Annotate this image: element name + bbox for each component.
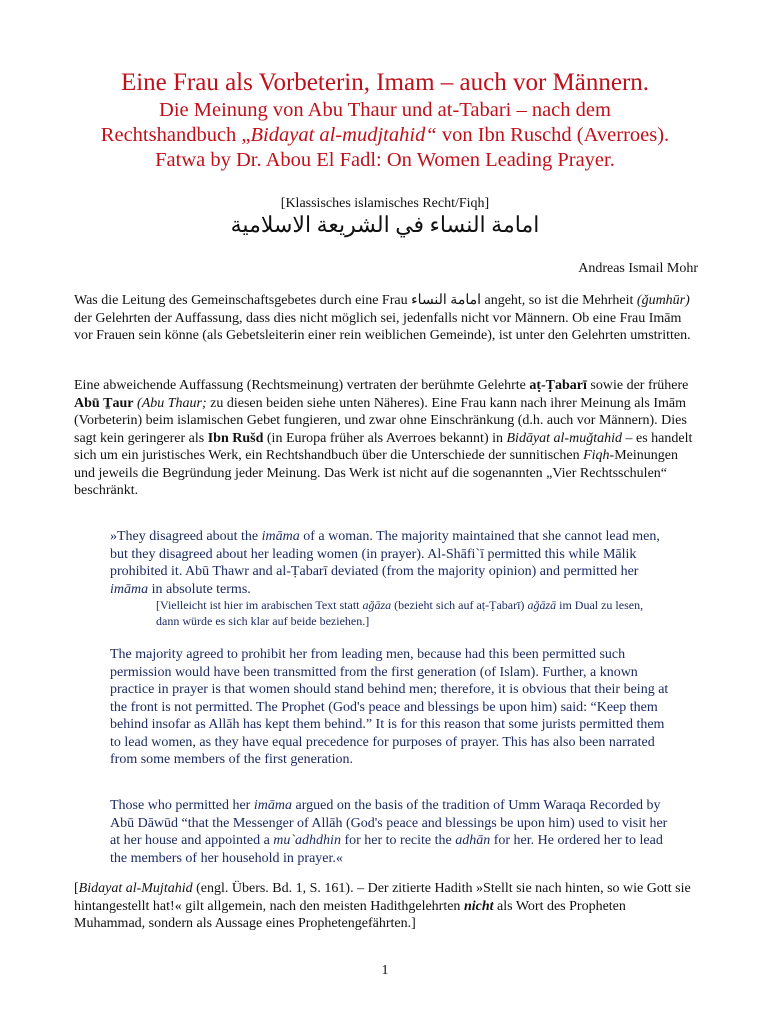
paragraph-1: Was die Leitung des Gemeinschaftsgebetes durch eine Frau امامة النساء angeht, so ist die Mehrheit (ǧumhūr) der Gelehrten der Auffassung, dass dies nicht möglich sei, jedenfalls nicht vor Männern. Ob eine Frau Imām vor Frauen sein könne (als Gebetsleiterin einer rein weiblichen Gemeinde), ist unter den Gelehrten umstritten. <box>74 293 691 343</box>
source-footnote: [Bidayat al-Mujtahid (engl. Übers. Bd. 1, S. 161). – Der zitierte Hadith »Stellt sie nach hinten, so wie Gott sie hintangestellt hat!« gilt allgemein, nach den meisten Hadithgelehrten nicht als Wort des Propheten Muhammad, sondern als Aussage eines Prophetengefährten.] <box>74 881 691 931</box>
arabic-title: امامة النساء في الشريعة الاسلامية <box>230 212 540 237</box>
arabic-term: امامة النساء <box>411 293 481 308</box>
title-line-4: Fatwa by Dr. Abou El Fadl: On Women Leading Prayer. <box>155 149 615 171</box>
translator-note: [Vielleicht ist hier im arabischen Text statt ağāza (bezieht sich auf aṭ-Ṭabarī) ağāzā im Dual zu lesen, dann würde es sich klar auf beide beziehen.] <box>156 598 644 628</box>
quote-paragraph-2: The majority agreed to prohibit her from leading men, because had this been permitted such permission would have been transmitted from the first generation (of Islam). Further, a known practice in prayer is that women should stand behind men; therefore, it is obvious that their being at the front is not permitted. The Prophet (God's peace and blessings be upon him) said: “Keep them behind insofar as Allāh has kept them behind.” It is for this reason that some jurists permitted them to lead women, as they have equal precedence for purposes of prayer. This has also been narrated from some members of the first generation. <box>110 647 669 767</box>
title-line-1: Eine Frau als Vorbeterin, Imam – auch vor Männern. <box>120 69 650 96</box>
subtitle: [Klassisches islamisches Recht/Fiqh] <box>280 196 490 211</box>
author: Andreas Ismail Mohr <box>578 261 698 276</box>
quote-paragraph-1: »They disagreed about the imāma of a woman. The majority maintained that she cannot lead men, but they disagreed about her leading women (in prayer). Al-Shāfi`ī permitted this while Mālik prohibited it. Abū Thawr and al-Ṭabarī deviated (from the majority opinion) and permitted her imāma in absolute terms. <box>110 529 660 597</box>
page-number: 1 <box>381 963 389 978</box>
title-line-3: Rechtshandbuch „Bidayat al-mudjtahid“ von Ibn Ruschd (Averroes). <box>100 124 670 146</box>
paragraph-2: Eine abweichende Auffassung (Rechtsmeinung) vertraten der berühmte Gelehrte aṭ-Ṭabarī sowie der frühere Abū Ṯaur (Abu Thaur; zu diesen beiden siehe unten Näheres). Eine Frau kann nach ihrer Meinung als Imām (Vorbeterin) beim islamischen Gebet fungieren, und zwar ohne Einschränkung (d.h. auch vor Männern). Dies sagt kein geringerer als Ibn Rušd (in Europa früher als Averroes bekannt) in Bidāyat al-muǧtahid – es handelt sich um ein juristisches Werk, ein Rechtshandbuch über die Unterschiede der sunnitischen Fiqh-Meinungen und jeweils die Begründung jeder Meinung. Das Werk ist nicht auf die sogenannten „Vier Rechtsschulen“ beschränkt. <box>74 378 693 498</box>
document-title <box>40 68 730 173</box>
title-line-2: Die Meinung von Abu Thaur und at-Tabari – nach dem <box>159 99 611 121</box>
quote-paragraph-3: Those who permitted her imāma argued on the basis of the tradition of Umm Waraqa Recorded by Abū Dāwūd “that the Messenger of Allāh (God's peace and blessings be upon him) used to visit her at her house and appointed a mu`adhdhin for her to recite the adhān for her. He ordered her to lead the members of her household in prayer.« <box>110 798 668 866</box>
